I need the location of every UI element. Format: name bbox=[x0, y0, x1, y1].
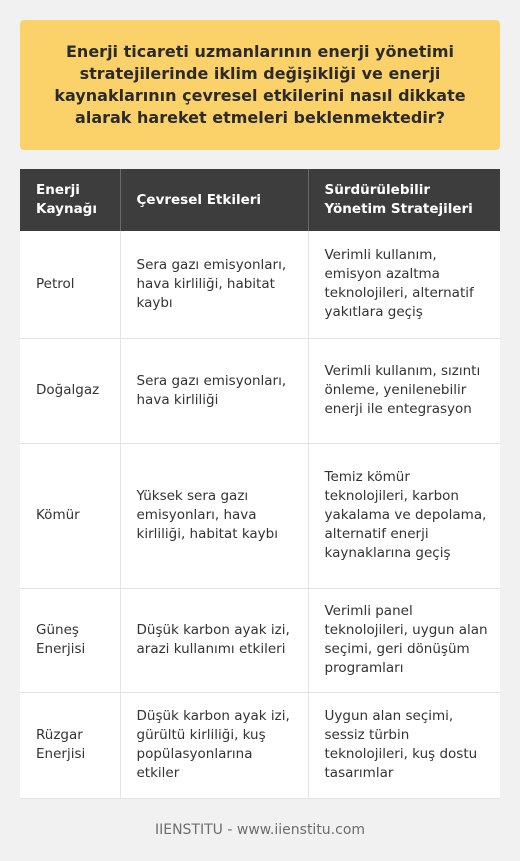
cell-environmental-effects: Düşük karbon ayak izi, gürültü kirliliği, kuş popülasyonlarına etkiler bbox=[120, 692, 308, 798]
cell-environmental-effects: Sera gazı emisyonları, hava kirliliği bbox=[120, 338, 308, 443]
table-header-row bbox=[20, 169, 500, 231]
cell-management-strategies: Verimli kullanım, sızıntı önleme, yenilenebilir enerji ile entegrasyon bbox=[308, 338, 500, 443]
energy-table bbox=[20, 169, 500, 799]
cell-energy-source: Rüzgar Enerjisi bbox=[20, 692, 120, 798]
cell-environmental-effects: Düşük karbon ayak izi, arazi kullanımı etkileri bbox=[120, 588, 308, 692]
table-row bbox=[20, 443, 500, 588]
cell-energy-source: Doğalgaz bbox=[20, 338, 120, 443]
header-environmental-effects: Çevresel Etkileri bbox=[120, 169, 308, 231]
table-row bbox=[20, 338, 500, 443]
cell-environmental-effects: Yüksek sera gazı emisyonları, hava kirliliği, habitat kaybı bbox=[120, 443, 308, 588]
cell-energy-source: Kömür bbox=[20, 443, 120, 588]
cell-management-strategies: Verimli panel teknolojileri, uygun alan seçimi, geri dönüşüm programları bbox=[308, 588, 500, 692]
page-title: Enerji ticareti uzmanlarının enerji yönetimi stratejilerinde iklim değişikliği ve enerji kaynaklarının çevresel etkilerini nasıl dikkate alarak hareket etmeleri beklenmektedir? bbox=[54, 42, 466, 127]
table-row bbox=[20, 231, 500, 338]
footer-credit: IIENSTITU - www.iienstitu.com bbox=[154, 822, 366, 838]
cell-energy-source: Petrol bbox=[20, 231, 120, 338]
cell-management-strategies: Uygun alan seçimi, sessiz türbin teknolojileri, kuş dostu tasarımlar bbox=[308, 692, 500, 798]
table-row bbox=[20, 692, 500, 798]
cell-environmental-effects: Sera gazı emisyonları, hava kirliliği, habitat kaybı bbox=[120, 231, 308, 338]
cell-management-strategies: Temiz kömür teknolojileri, karbon yakalama ve depolama, alternatif enerji kaynaklarına geçiş bbox=[308, 443, 500, 588]
title-banner bbox=[20, 20, 500, 150]
header-energy-source: Enerji Kaynağı bbox=[20, 169, 120, 231]
header-management-strategies: Sürdürülebilir Yönetim Stratejileri bbox=[308, 169, 500, 231]
cell-energy-source: Güneş Enerjisi bbox=[20, 588, 120, 692]
table-row bbox=[20, 588, 500, 692]
cell-management-strategies: Verimli kullanım, emisyon azaltma teknolojileri, alternatif yakıtlara geçiş bbox=[308, 231, 500, 338]
